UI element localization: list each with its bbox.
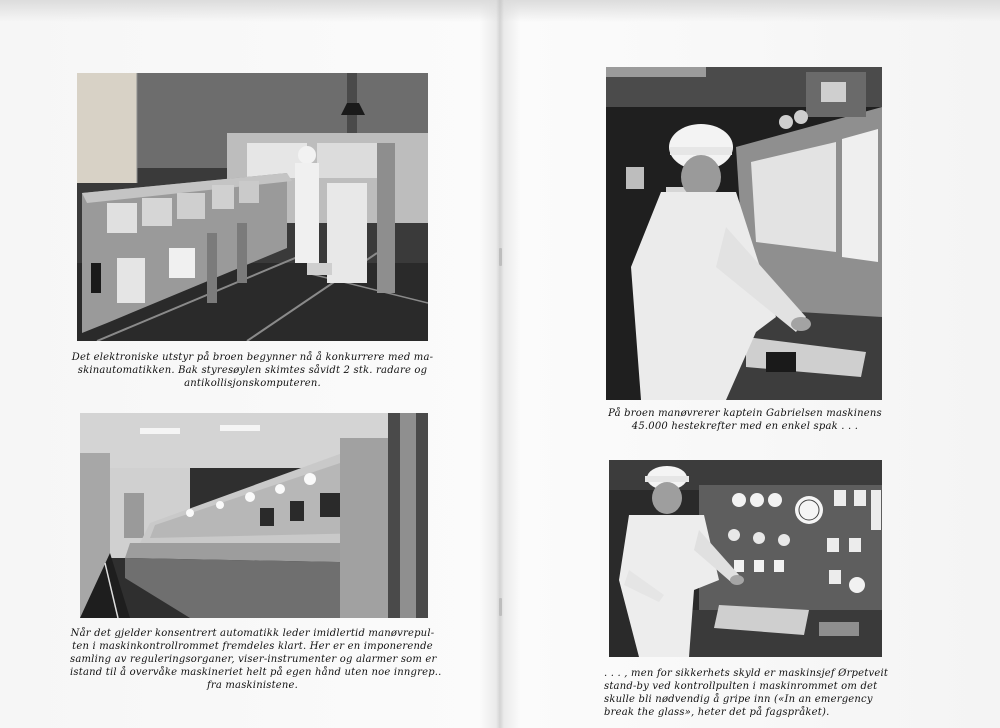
caption-line: antikollisjonskomputeren. (184, 378, 321, 389)
caption-line: . . . , men for sikkerhets skyld er maskinsjef Ørpetveit (604, 668, 889, 679)
caption-line: skinautomatikken. Bak styresøylen skimtes såvidt 2 stk. radare og (77, 365, 428, 376)
caption-line: ten i maskinkontrollrommet fremdeles klart. Her er en imponerende (72, 641, 433, 652)
caption-line: På broen manøvrerer kaptein Gabrielsen maskinens (608, 408, 882, 419)
caption-bridge-electronics (70, 351, 435, 390)
spine-fold (496, 0, 504, 728)
caption-line: samling av reguleringsorganer, viser-instrumenter og alarmer som er (70, 654, 437, 665)
caption-line: fra maskinistene. (206, 680, 299, 691)
photo-chief-engineer (609, 460, 882, 657)
caption-line: skulle bli nødvendig å gripe inn («In an emergency (604, 694, 873, 705)
caption-line: stand-by ved kontrollpulten i maskinrommet om det (604, 681, 878, 692)
photo-captain-lever (606, 67, 882, 400)
caption-line: istand til å overvåke maskineriet helt på egen hånd uten noe inngrep.. (70, 667, 442, 678)
staple (499, 598, 502, 616)
caption-line: break the glass», heter det på fagspråket). (604, 707, 830, 718)
staple (499, 248, 502, 266)
caption-engine-control-room (70, 627, 442, 692)
caption-line: 45.000 hestekrefter med en enkel spak . . . (631, 421, 859, 432)
caption-line: Det elektroniske utstyr på broen begynner nå å konkurrere med ma- (71, 352, 434, 363)
photo-engine-control-room (80, 413, 428, 618)
caption-captain-lever (600, 407, 890, 433)
photo-bridge-electronics (77, 73, 428, 341)
caption-chief-engineer (604, 667, 894, 719)
caption-line: Når det gjelder konsentrert automatikk leder imidlertid manøvrepul- (70, 628, 435, 639)
